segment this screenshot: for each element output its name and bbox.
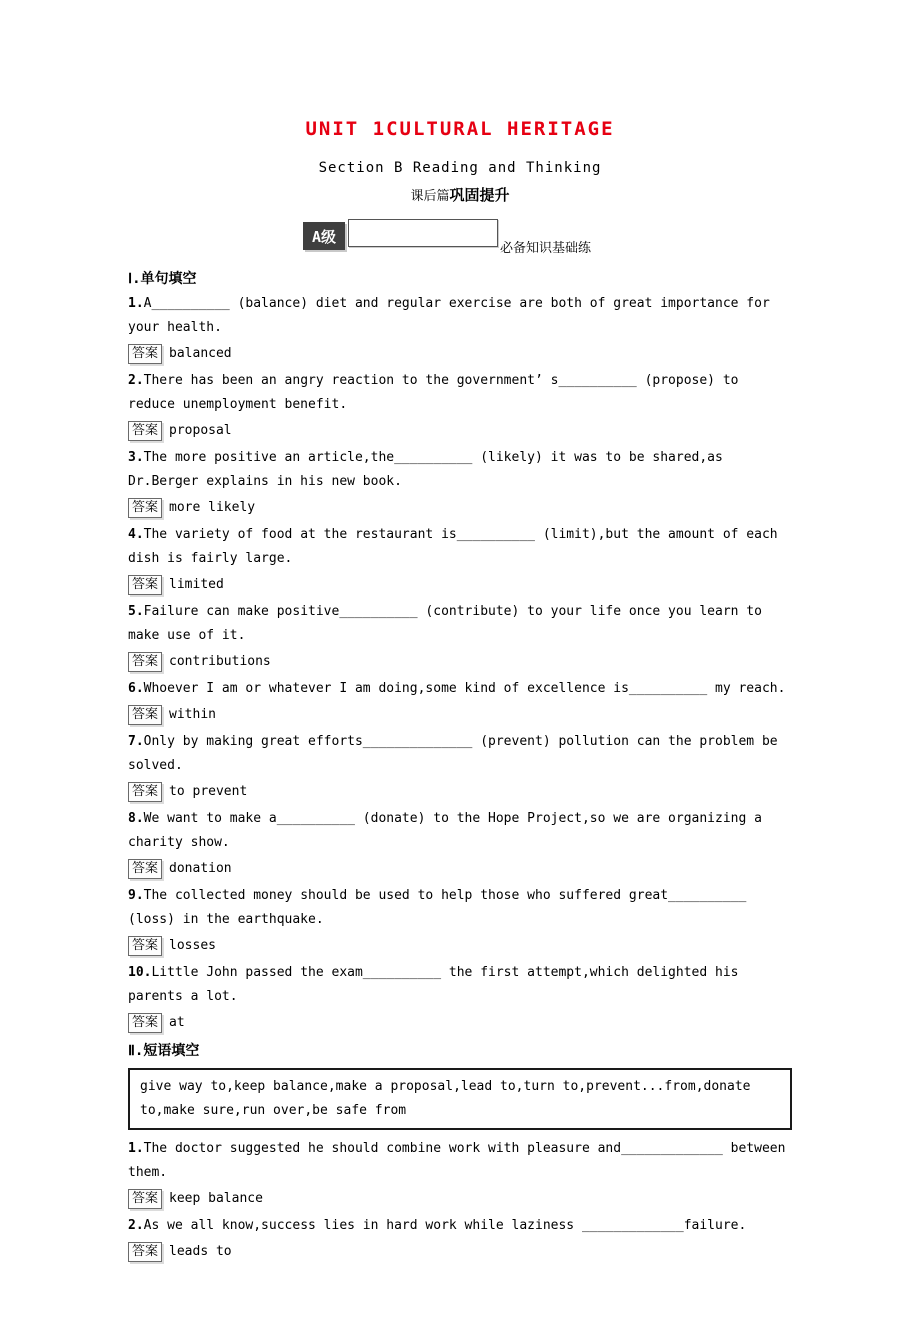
question-text: [128, 600, 792, 648]
answer-row: [128, 703, 792, 727]
answer-label: 答案: [128, 1189, 162, 1209]
word-bank-box: give way to,keep balance,make a proposal,lead to,turn to,prevent...from,donate to,make sure,run over,be safe from: [128, 1068, 792, 1130]
answer-text: donation: [169, 861, 232, 876]
question-sentence: The more positive an article,the__________ (likely) it was to be shared,as Dr.Berger explains in his new book.: [128, 450, 723, 489]
answer-text: limited: [169, 577, 224, 592]
question-number: 6.: [128, 681, 144, 696]
answer-label: 答案: [128, 421, 162, 441]
section1-items: [128, 292, 792, 1035]
section2-heading: Ⅱ.短语填空: [128, 1043, 200, 1059]
answer-row: [128, 342, 792, 366]
question-number: 10.: [128, 965, 152, 980]
answer-label: 答案: [128, 575, 162, 595]
question-sentence: Only by making great efforts______________ (prevent) pollution can the problem be solved.: [128, 734, 778, 773]
level-box: [348, 219, 498, 247]
subheading-regular: 课后篇: [410, 189, 450, 204]
answer-row: [128, 419, 792, 443]
question-sentence: A__________ (balance) diet and regular exercise are both of great importance for your health.: [128, 296, 770, 335]
answer-text: within: [169, 707, 216, 722]
answer-row: [128, 1187, 792, 1211]
question-sentence: As we all know,success lies in hard work while laziness _____________failure.: [143, 1218, 747, 1233]
question-number: 9.: [128, 888, 144, 903]
question-sentence: The collected money should be used to help those who suffered great__________ (loss) in the earthquake.: [128, 888, 747, 927]
answer-label: 答案: [128, 859, 162, 879]
question-number: 4.: [128, 527, 144, 542]
question-text: [128, 446, 792, 494]
question-text: [128, 292, 792, 340]
answer-label: 答案: [128, 705, 162, 725]
question-number: 8.: [128, 811, 144, 826]
section-subtitle: Section B Reading and Thinking: [318, 160, 602, 176]
answer-text: balanced: [169, 346, 232, 361]
question-sentence: We want to make a__________ (donate) to the Hope Project,so we are organizing a charity show.: [128, 811, 762, 850]
question-text: [128, 369, 792, 417]
level-banner: [303, 219, 792, 256]
answer-text: to prevent: [169, 784, 248, 799]
answer-row: [128, 573, 792, 597]
answer-label: 答案: [128, 782, 162, 802]
question-number: 1.: [128, 296, 144, 311]
answer-text: more likely: [169, 500, 256, 515]
answer-row: [128, 496, 792, 520]
level-caption: 必备知识基础练: [500, 241, 592, 256]
answer-row: [128, 1011, 792, 1035]
question-text: [128, 884, 792, 932]
question-sentence: Failure can make positive__________ (contribute) to your life once you learn to make use of it.: [128, 604, 762, 643]
answer-text: keep balance: [169, 1191, 263, 1206]
answer-label: 答案: [128, 498, 162, 518]
question-sentence: The variety of food at the restaurant is__________ (limit),but the amount of each dish is fairly large.: [128, 527, 778, 566]
answer-text: at: [169, 1015, 185, 1030]
question-text: [128, 807, 792, 855]
answer-label: 答案: [128, 936, 162, 956]
answer-row: [128, 650, 792, 674]
question-text: [128, 523, 792, 571]
section1-heading: Ⅰ.单句填空: [128, 271, 197, 287]
unit-title: UNIT 1CULTURAL HERITAGE: [305, 118, 615, 140]
question-number: 7.: [128, 734, 144, 749]
answer-label: 答案: [128, 1013, 162, 1033]
answer-row: [128, 1240, 792, 1264]
answer-label: 答案: [128, 1242, 162, 1262]
subheading-bold: 巩固提升: [449, 186, 510, 204]
question-sentence: Little John passed the exam__________ the first attempt,which delighted his parents a lot.: [128, 965, 739, 1004]
answer-row: [128, 934, 792, 958]
answer-text: leads to: [169, 1244, 232, 1259]
answer-row: [128, 857, 792, 881]
answer-label: 答案: [128, 344, 162, 364]
question-sentence: The doctor suggested he should combine work with pleasure and_____________ between them.: [128, 1141, 786, 1180]
question-text: [128, 961, 792, 1009]
answer-row: [128, 780, 792, 804]
section2-items: [128, 1137, 792, 1264]
answer-text: losses: [169, 938, 216, 953]
question-text: [128, 1137, 792, 1185]
level-badge: A级: [303, 222, 345, 250]
answer-text: proposal: [169, 423, 232, 438]
question-sentence: There has been an angry reaction to the government’ s__________ (propose) to reduce unemployment benefit.: [128, 373, 739, 412]
question-number: 5.: [128, 604, 144, 619]
question-sentence: Whoever I am or whatever I am doing,some kind of excellence is__________ my reach.: [143, 681, 786, 696]
question-number: 3.: [128, 450, 144, 465]
answer-text: contributions: [169, 654, 271, 669]
question-text: [128, 1214, 792, 1238]
question-text: [128, 730, 792, 778]
answer-label: 答案: [128, 652, 162, 672]
lesson-subheading: [128, 184, 792, 205]
question-number: 2.: [128, 373, 144, 388]
question-number: 2.: [128, 1218, 144, 1233]
question-number: 1.: [128, 1141, 144, 1156]
question-text: [128, 677, 792, 701]
